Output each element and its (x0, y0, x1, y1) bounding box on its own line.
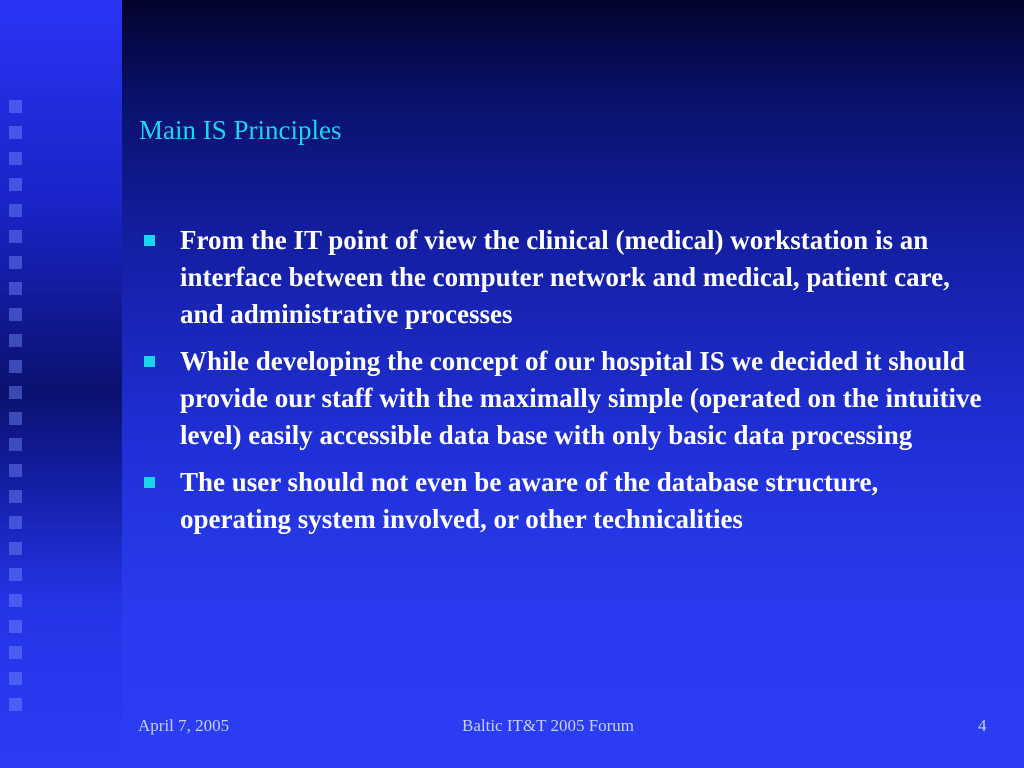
decorative-square (9, 334, 22, 347)
decorative-square (9, 646, 22, 659)
bullet-text: While developing the concept of our hospital IS we decided it should provide our staff with the maximally simple (operated on the intuitive level) easily accessible data base with only basic data processing (180, 346, 982, 450)
bullet-list (142, 222, 992, 548)
decorative-square (9, 542, 22, 555)
decorative-square (9, 412, 22, 425)
decorative-square (9, 230, 22, 243)
decorative-square (9, 672, 22, 685)
decorative-square (9, 438, 22, 451)
bullet-text: From the IT point of view the clinical (medical) workstation is an interface between the computer network and medical, patient care, and administrative processes (180, 225, 950, 329)
decorative-square-column (0, 0, 30, 768)
decorative-square (9, 464, 22, 477)
decorative-square (9, 256, 22, 269)
footer-date: April 7, 2005 (138, 716, 230, 735)
decorative-square (9, 698, 22, 711)
decorative-square (9, 594, 22, 607)
decorative-square (9, 100, 22, 113)
decorative-square (9, 178, 22, 191)
footer-event-name: Baltic IT&T 2005 Forum (462, 716, 635, 735)
slide-title: Main IS Principles (139, 115, 342, 145)
decorative-left-strip (0, 0, 122, 768)
decorative-square (9, 620, 22, 633)
decorative-square (9, 204, 22, 217)
square-bullet-icon (144, 477, 155, 488)
decorative-square (9, 490, 22, 503)
bullet-item (142, 464, 992, 538)
decorative-square (9, 308, 22, 321)
decorative-square (9, 152, 22, 165)
decorative-square (9, 126, 22, 139)
decorative-square (9, 360, 22, 373)
decorative-square (9, 386, 22, 399)
decorative-square (9, 568, 22, 581)
bullet-item (142, 343, 992, 454)
square-bullet-icon (144, 356, 155, 367)
decorative-square (9, 282, 22, 295)
bullet-text: The user should not even be aware of the database structure, operating system involved, or other technicalities (180, 467, 879, 534)
footer-page-number: 4 (978, 716, 987, 735)
square-bullet-icon (144, 235, 155, 246)
decorative-square (9, 516, 22, 529)
bullet-item (142, 222, 992, 333)
